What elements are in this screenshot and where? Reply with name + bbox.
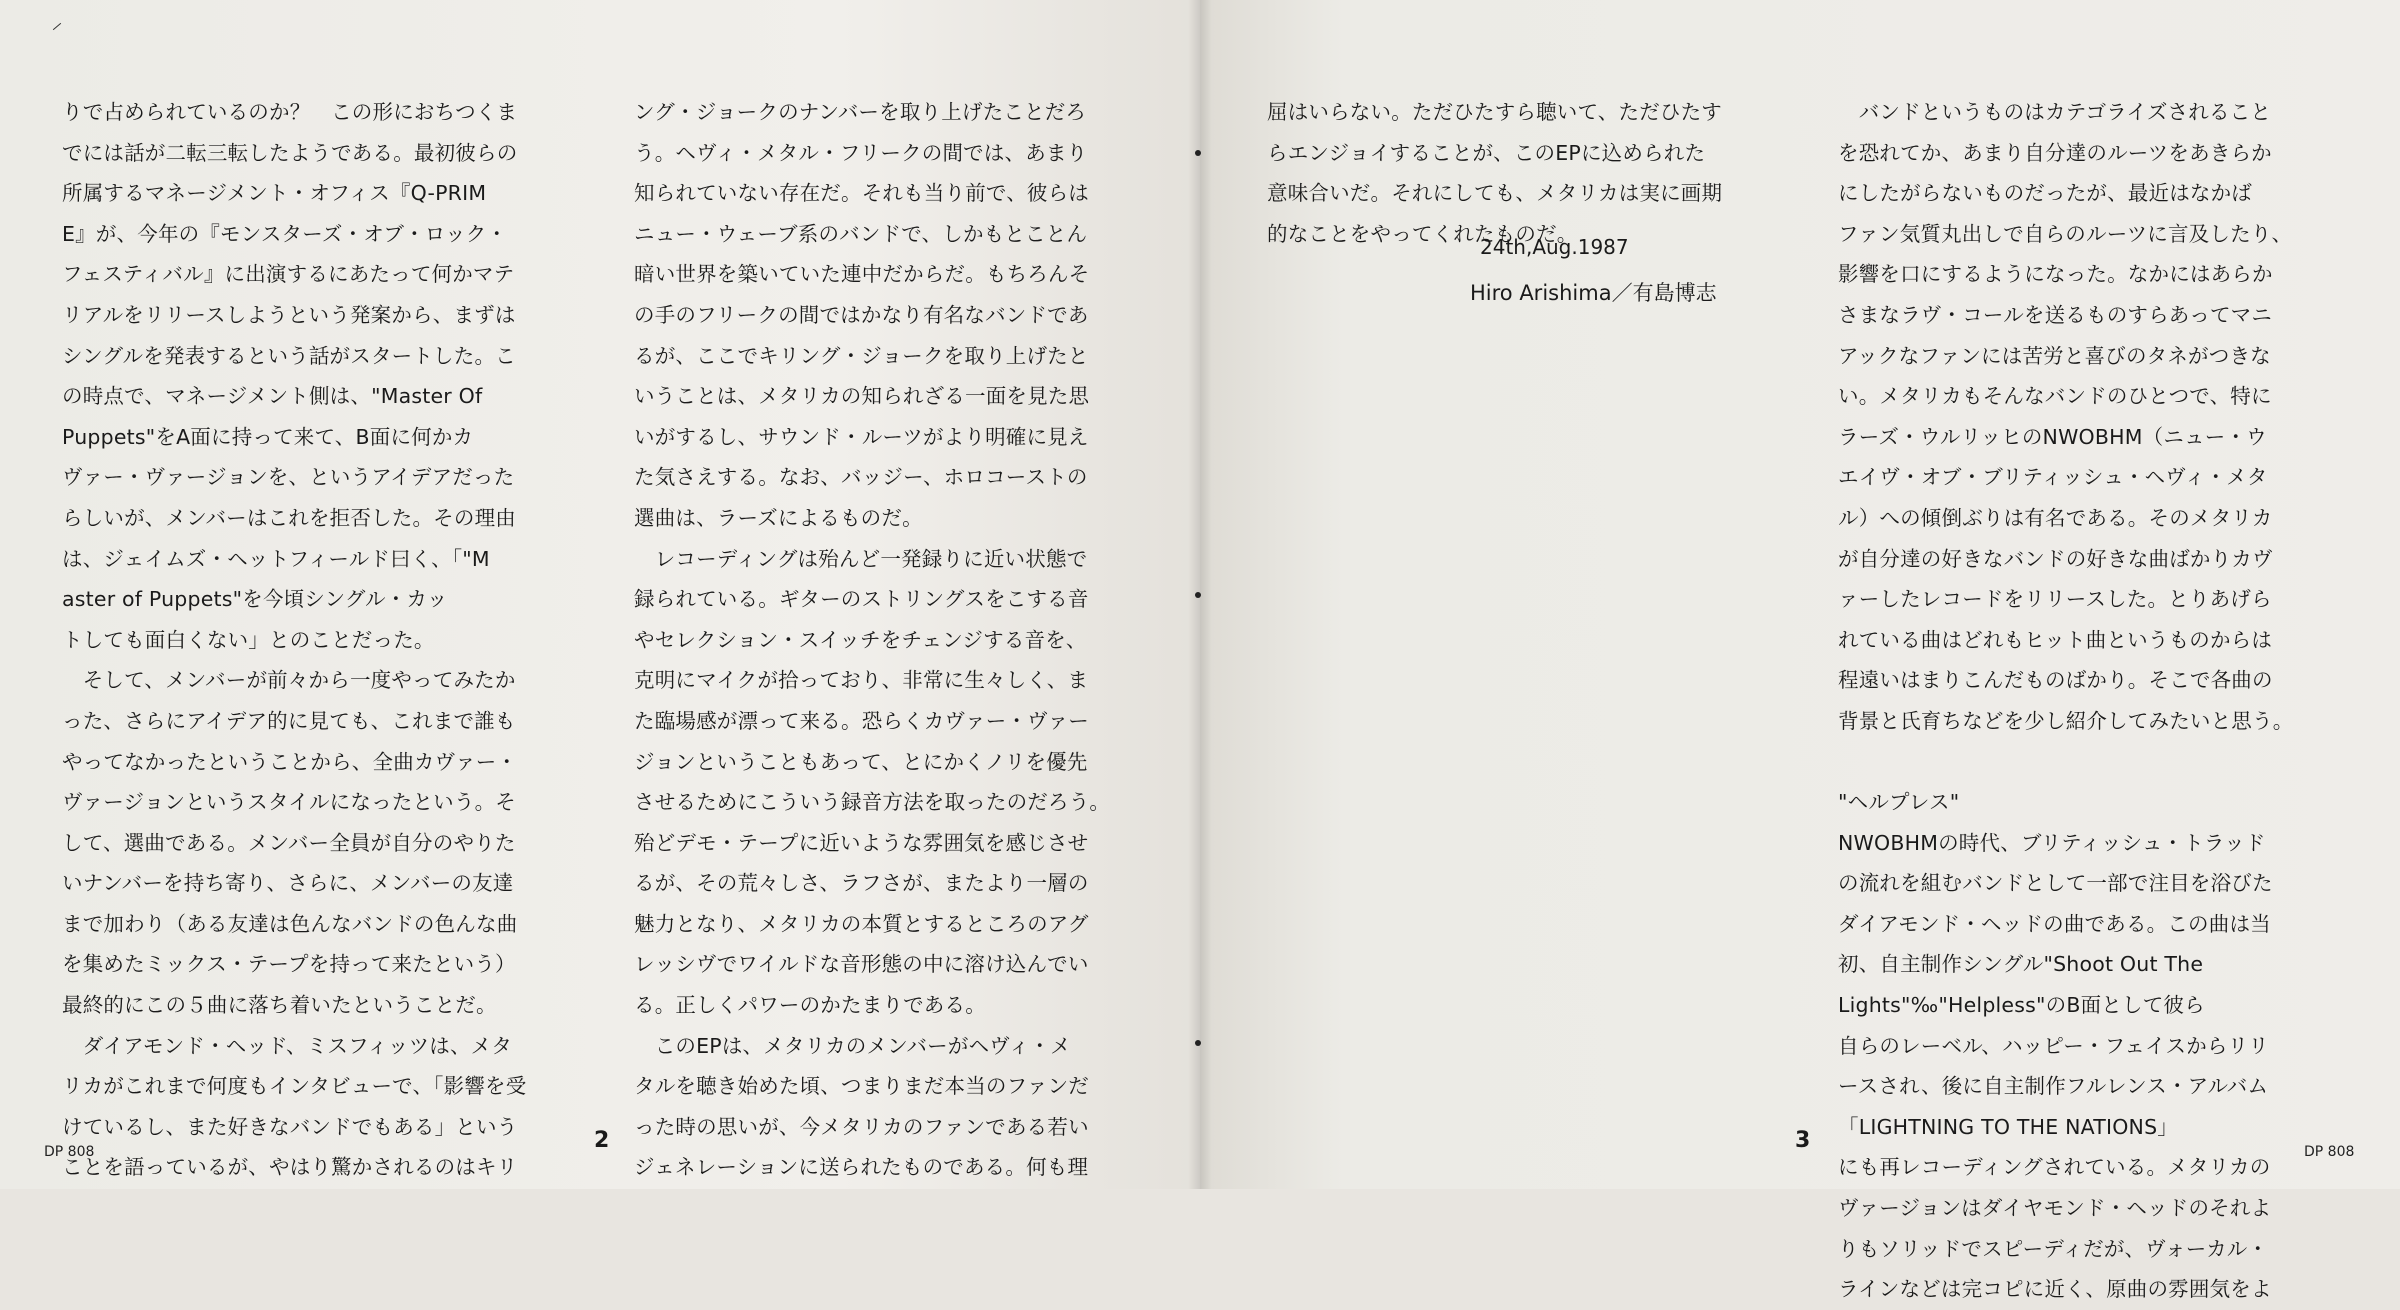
text-line: いうことは、メタリカの知られざる一面を見た思 [634,384,1090,409]
text-line: Puppets"をA面に持って来て、B面に何かカ [62,424,474,449]
right-column-1 [1267,92,1722,254]
text-line: を恐れてか、あまり自分達のルーツをあきらか [1838,140,2272,165]
catalog-code-right: DP 808 [2304,1144,2355,1160]
text-line: バンドというものはカテゴライズされること [1838,100,2272,124]
binding-dot [1195,1040,1201,1046]
text-line: ダイアモンド・ヘッドの曲である。この曲は当 [1838,911,2271,936]
text-line: ジェネレーションに送られたものである。何も理 [634,1155,1089,1180]
text-line: させるためにこういう録音方法を取ったのだろう。 [634,790,1111,815]
text-line: ファン気質丸出しで自らのルーツに言及したり、 [1838,221,2293,246]
text-line: 魅力となり、メタリカの本質とするところのアグ [634,911,1089,936]
text-line: NWOBHMの時代、ブリティッシュ・トラッド [1838,830,2266,855]
text-line: ダイアモンド・ヘッド、ミスフィッツは、メタ [62,1033,513,1058]
text-line: ァーしたレコードをリリースした。とりあげら [1838,587,2272,612]
text-line: 殆どデモ・テープに近いような雰囲気を感じさせ [634,830,1089,855]
text-line: Lights"‰"Helpless"のB面として彼ら [1838,993,2205,1018]
text-line: にも再レコーディングされている。メタリカの [1838,1155,2271,1180]
text-line: けているし、また好きなバンドでもある」という [62,1114,518,1139]
text-line: やってなかったということから、全曲カヴァー・ [62,749,518,774]
author-credit: Hiro Arishima／有島博志 [1470,281,1717,305]
text-line: 最終的にこの５曲に落ち着いたということだ。 [62,993,497,1018]
left-column-2 [634,92,1110,1188]
text-line: は、ジェイムズ・ヘットフィールド曰く、「"M [62,546,490,571]
page-number-left: 2 [594,1128,610,1153]
text-line: aster of Puppets"を今頃シングル・カッ [62,587,448,612]
text-line: りで占められているのか？ この形におちつくま [62,100,518,124]
catalog-code-left: DP 808 [44,1144,95,1160]
text-line: でには話が二転三転したようである。最初彼らの [62,140,518,165]
text-line: ことを語っているが、やはり驚かされるのはキリ [62,1155,518,1180]
text-line: やセレクション・スイッチをチェンジする音を、 [634,627,1087,652]
text-line: ング・ジョークのナンバーを取り上げたことだろ [634,100,1087,124]
text-line: 自らのレーベル、ハッピー・フェイスからリリ [1838,1033,2270,1058]
text-line: レッシヴでワイルドな音形態の中に溶け込んでい [634,952,1089,977]
text-line: を集めたミックス・テープを持って来たという） [62,952,516,977]
text-line: た臨場感が漂って来る。恐らくカヴァー・ヴァー [634,708,1089,733]
text-line: 選曲は、ラーズによるものだ。 [634,505,923,530]
text-line: レコーディングは殆んど一発録りに近い状態で [634,546,1088,571]
text-line: トしても面白くない」とのことだった。 [62,627,435,652]
binding-dot [1195,150,1201,156]
text-line: 録られている。ギターのストリングスをこする音 [634,587,1089,612]
text-line: る。正しくパワーのかたまりである。 [634,993,986,1018]
text-line: 暗い世界を築いていた連中だからだ。もちろんそ [634,262,1090,287]
text-line: う。ヘヴィ・メタル・フリークの間では、あまり [634,140,1088,165]
text-line: フェスティバル』に出演するにあたって何かマテ [62,262,515,287]
text-line: E』が、今年の『モンスターズ・オブ・ロック・ [62,221,508,246]
text-line: アックなファンには苦労と喜びのタネがつきな [1838,343,2271,368]
text-line: った、さらにアイデア的に見ても、これまで誰も [62,708,516,733]
text-line: ヴァージョンというスタイルになったという。そ [62,790,516,815]
text-line: の流れを組むバンドとして一部で注目を浴びた [1838,871,2273,896]
text-line: らしいが、メンバーはこれを拒否した。その理由 [62,505,516,530]
text-line: いナンバーを持ち寄り、さらに、メンバーの友達 [62,871,514,896]
left-column-1 [62,92,526,1188]
text-line: "ヘルプレス" [1838,790,1960,815]
text-line: して、選曲である。メンバー全員が自分のやりた [62,830,516,855]
text-line: 初、自主制作シングル"Shoot Out The [1838,952,2204,977]
text-line: シングルを発表するという話がスタートした。こ [62,343,516,368]
text-line: 克明にマイクが拾っており、非常に生々しく、ま [634,668,1089,693]
text-line: まで加わり（ある友達は色んなバンドの色んな曲 [62,911,518,936]
text-line: 屈はいらない。ただひたすら聴いて、ただひたす [1267,100,1722,124]
text-line: タルを聴き始めた頃、つまりまだ本当のファンだ [634,1074,1089,1099]
text-line: ヴァージョンはダイヤモンド・ヘッドのそれよ [1838,1196,2272,1221]
text-line: 的なことをやってくれたものだ。 [1267,221,1578,246]
text-line: らエンジョイすることが、このEPに込められた [1267,140,1706,165]
text-line: 程遠いはまりこんだものばかり。そこで各曲の [1838,668,2273,693]
text-line: 影響を口にするようになった。なかにはあらか [1838,262,2273,287]
right-column-2 [1838,92,2293,1310]
text-line: の手のフリークの間ではかなり有名なバンドであ [634,302,1089,327]
text-line: ースされ、後に自主制作フルレンス・アルバム [1838,1074,2269,1099]
text-line: リアルをリリースしようという発案から、まずは [62,302,516,327]
text-line: ニュー・ウェーブ系のバンドで、しかもとことん [634,221,1088,246]
text-line: ル）への傾倒ぶりは有名である。そのメタリカ [1838,505,2273,530]
text-line: れている曲はどれもヒット曲というものからは [1838,627,2273,652]
text-line: た気さえする。なお、バッジー、ホロコーストの [634,465,1088,490]
text-line: ラーズ・ウルリッヒのNWOBHM（ニュー・ウ [1838,424,2267,449]
text-line: 意味合いだ。それにしても、メタリカは実に画期 [1267,181,1723,206]
text-line: が自分達の好きなバンドの好きな曲ばかりカヴ [1838,546,2273,571]
text-line: そして、メンバーが前々から一度やってみたか [62,668,516,693]
text-line: ラインなどは完コピに近く、原曲の雰囲気をよ [1838,1277,2272,1302]
text-line: リカがこれまで何度もインタビューで、「影響を受 [62,1074,527,1099]
text-line: るが、ここでキリング・ジョークを取り上げたと [634,343,1089,368]
text-line: るが、その荒々しさ、ラフさが、またより一層の [634,871,1089,896]
text-line: の時点で、マネージメント側は、"Master Of [62,384,483,409]
page-number-right: 3 [1795,1128,1811,1153]
text-line: にしたがらないものだったが、最近はなかば [1838,181,2252,206]
text-line: ヴァー・ヴァージョンを、というアイデアだった [62,465,515,490]
text-line: さまなラヴ・コールを送るものすらあってマニ [1838,302,2273,327]
binding-dot [1195,592,1201,598]
text-line: い。メタリカもそんなバンドのひとつで、特に [1838,384,2272,409]
text-line: このEPは、メタリカのメンバーがヘヴィ・メ [634,1033,1071,1058]
text-line: 背景と氏育ちなどを少し紹介してみたいと思う。 [1838,708,2294,733]
text-line [1838,742,2293,783]
text-line: エイヴ・オブ・ブリティッシュ・ヘヴィ・メタ [1838,465,2268,490]
date-line: 24th,Aug.1987 [1480,235,1629,259]
text-line: 知られていない存在だ。それも当り前で、彼らは [634,181,1089,206]
text-line: った時の思いが、今メタリカのファンである若い [634,1114,1089,1139]
text-line: いがするし、サウンド・ルーツがより明確に見え [634,424,1089,449]
text-line: 所属するマネージメント・オフィス『Q-PRIM [62,181,487,206]
text-line: 「LIGHTNING TO THE NATIONS」 [1838,1114,2179,1139]
text-line: りもソリッドでスピーディだが、ヴォーカル・ [1838,1236,2269,1261]
text-line: ジョンということもあって、とにかくノリを優先 [634,749,1088,774]
